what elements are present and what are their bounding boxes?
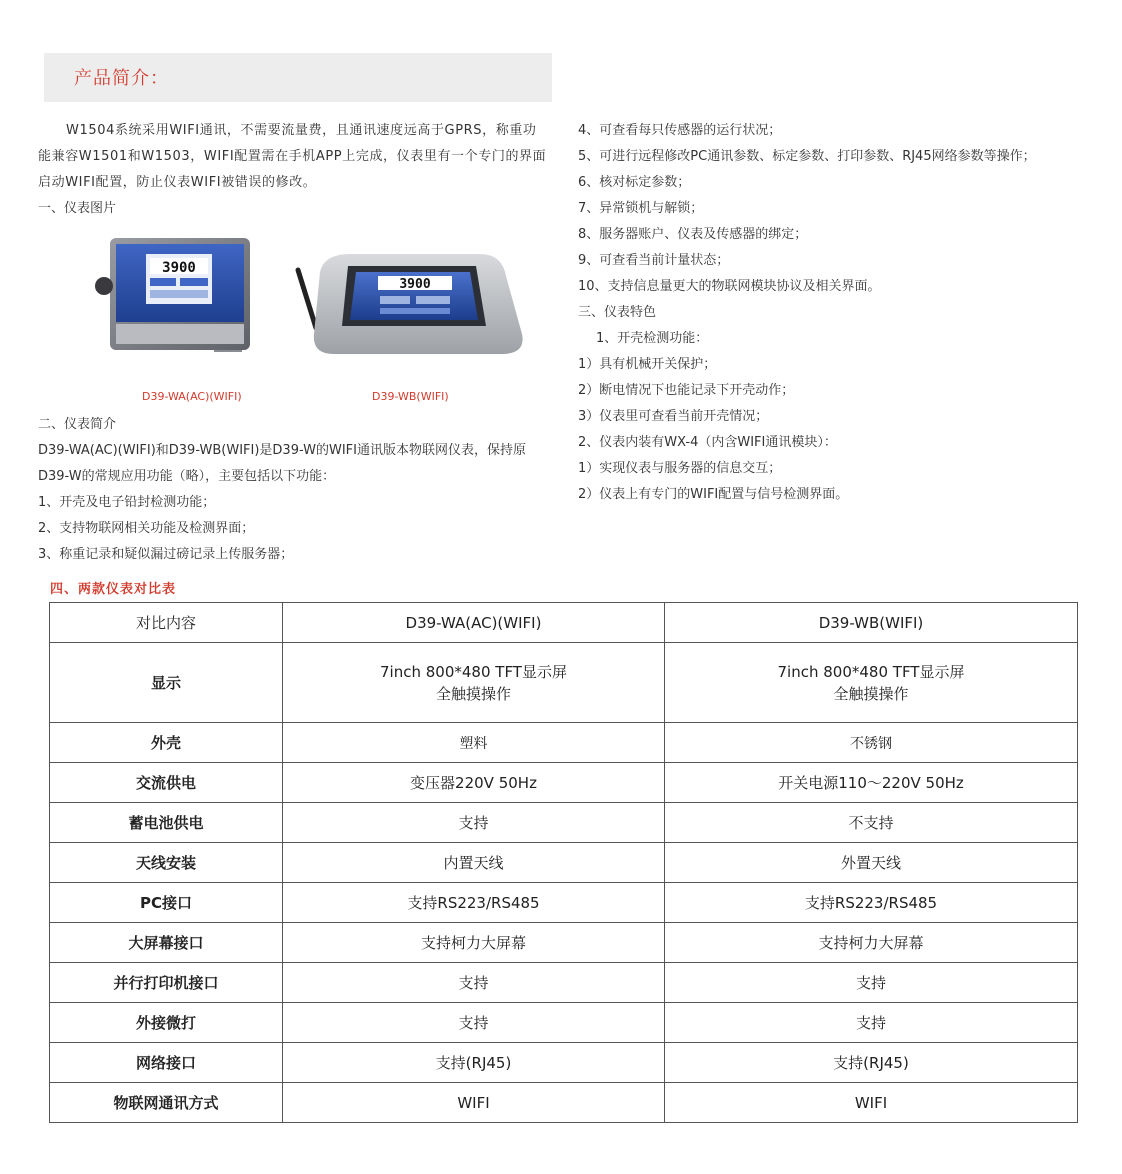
table-cell: 外置天线	[665, 843, 1078, 883]
left-column	[38, 118, 548, 568]
table-cell: 塑料	[283, 723, 665, 763]
right-feature-item: 7、异常锁机与解锁；	[578, 201, 704, 216]
table-cell: 支持柯力大屏幕	[283, 923, 665, 963]
table-row	[50, 1083, 1078, 1123]
right-feature-item: 5、可进行远程修改PC通讯参数、标定参数、打印参数、RJ45网络参数等操作；	[578, 149, 1036, 164]
sub1-item: 2）断电情况下也能记录下开壳动作；	[578, 383, 795, 398]
sub-heading-wx4-module: 2、仪表内装有WX-4（内含WIFI通讯模块）：	[578, 435, 837, 450]
table-cell: 支持RS223/RS485	[283, 883, 665, 923]
left-feature-item: 3、称重记录和疑似漏过磅记录上传服务器；	[38, 547, 294, 562]
intro2-paragraph: D39-WA(AC)(WIFI)和D39-WB(WIFI)是D39-W的WIFI通讯版本物联网仪表，保持原D39-W的常规应用功能（略），主要包括以下功能：	[38, 443, 526, 484]
row-label: 蓄电池供电	[50, 803, 283, 843]
comparison-table	[49, 602, 1078, 1123]
device-photos	[38, 222, 548, 412]
table-cell: 不锈钢	[665, 723, 1078, 763]
table-cell: WIFI	[283, 1083, 665, 1123]
table-row	[50, 883, 1078, 923]
sub-heading-case-detection: 1、开壳检测功能：	[596, 331, 709, 346]
sub1-item: 1）具有机械开关保护；	[578, 357, 717, 372]
left-feature-item: 2、支持物联网相关功能及检测界面；	[38, 521, 255, 536]
table-cell: 开关电源110～220V 50Hz	[665, 763, 1078, 803]
table-cell: 支持	[283, 1003, 665, 1043]
right-feature-item: 9、可查看当前计量状态；	[578, 253, 730, 268]
table-cell: 支持柯力大屏幕	[665, 923, 1078, 963]
row-label: 并行打印机接口	[50, 963, 283, 1003]
column-header: D39-WA(AC)(WIFI)	[283, 603, 665, 643]
row-label: 外壳	[50, 723, 283, 763]
table-row	[50, 763, 1078, 803]
row-label: 交流供电	[50, 763, 283, 803]
row-label: 天线安装	[50, 843, 283, 883]
table-heading: 四、两款仪表对比表	[50, 582, 177, 597]
heading-photos: 一、仪表图片	[38, 201, 117, 216]
right-feature-item: 10、支持信息量更大的物联网模块协议及相关界面。	[578, 279, 881, 294]
table-cell: 支持(RJ45)	[665, 1043, 1078, 1083]
device-b-caption: D39-WB(WIFI)	[372, 390, 449, 403]
cell-line: 7inch 800*480 TFT显示屏	[380, 662, 567, 681]
table-cell: 支持RS223/RS485	[665, 883, 1078, 923]
table-row	[50, 723, 1078, 763]
right-feature-item: 6、核对标定参数；	[578, 175, 691, 190]
table-row	[50, 1043, 1078, 1083]
row-label: 网络接口	[50, 1043, 283, 1083]
left-feature-item: 1、开壳及电子铅封检测功能；	[38, 495, 216, 510]
column-header: 对比内容	[50, 603, 283, 643]
cell-line: 7inch 800*480 TFT显示屏	[777, 662, 965, 681]
column-header: D39-WB(WIFI)	[665, 603, 1078, 643]
sub2-item: 1）实现仪表与服务器的信息交互；	[578, 461, 782, 476]
cell-line: 全触摸操作	[833, 684, 909, 703]
table-row	[50, 803, 1078, 843]
cell-line: 全触摸操作	[435, 684, 511, 703]
table-cell: 支持	[665, 963, 1078, 1003]
indicator-device-image	[94, 228, 264, 378]
table-cell: 支持	[283, 803, 665, 843]
table-row	[50, 1003, 1078, 1043]
section-title: 产品简介：	[74, 68, 169, 89]
intro-paragraph: W1504系统采用WIFI通讯，不需要流量费，且通讯速度远高于GPRS，称重功能兼容W1501和W1503，WIFI配置需在手机APP上完成，仪表里有一个专门的界面启动WIFI配置，防止仪表WIFI被错误的修改。	[38, 123, 547, 190]
table-cell: 内置天线	[283, 843, 665, 883]
row-label: PC接口	[50, 883, 283, 923]
section-banner	[44, 53, 552, 102]
sub1-item: 3）仪表里可查看当前开壳情况；	[578, 409, 769, 424]
table-row-display	[50, 643, 1078, 723]
sub2-item: 2）仪表上有专门的WIFI配置与信号检测界面。	[578, 487, 849, 502]
table-cell: WIFI	[665, 1083, 1078, 1123]
table-cell: 不支持	[665, 803, 1078, 843]
device-a-reading: 3900	[162, 260, 196, 276]
table-cell	[665, 643, 1078, 723]
row-label: 外接微打	[50, 1003, 283, 1043]
heading-intro: 二、仪表简介	[38, 417, 117, 432]
table-cell: 支持(RJ45)	[283, 1043, 665, 1083]
row-label: 物联网通讯方式	[50, 1083, 283, 1123]
table-row	[50, 923, 1078, 963]
right-feature-item: 8、服务器账户、仪表及传感器的绑定；	[578, 227, 808, 242]
device-b-reading: 3900	[399, 277, 431, 292]
table-cell	[283, 643, 665, 723]
table-header-row	[50, 603, 1078, 643]
table-cell: 变压器220V 50Hz	[283, 763, 665, 803]
heading-features: 三、仪表特色	[578, 305, 657, 320]
table-cell: 支持	[283, 963, 665, 1003]
right-feature-item: 4、可查看每只传感器的运行状况；	[578, 123, 782, 138]
table-row	[50, 963, 1078, 1003]
row-label: 显示	[50, 643, 283, 723]
device-a-caption: D39-WA(AC)(WIFI)	[142, 390, 242, 403]
table-row	[50, 843, 1078, 883]
row-label: 大屏幕接口	[50, 923, 283, 963]
table-cell: 支持	[665, 1003, 1078, 1043]
right-column	[578, 118, 1098, 508]
steel-indicator-device-image	[290, 242, 530, 372]
